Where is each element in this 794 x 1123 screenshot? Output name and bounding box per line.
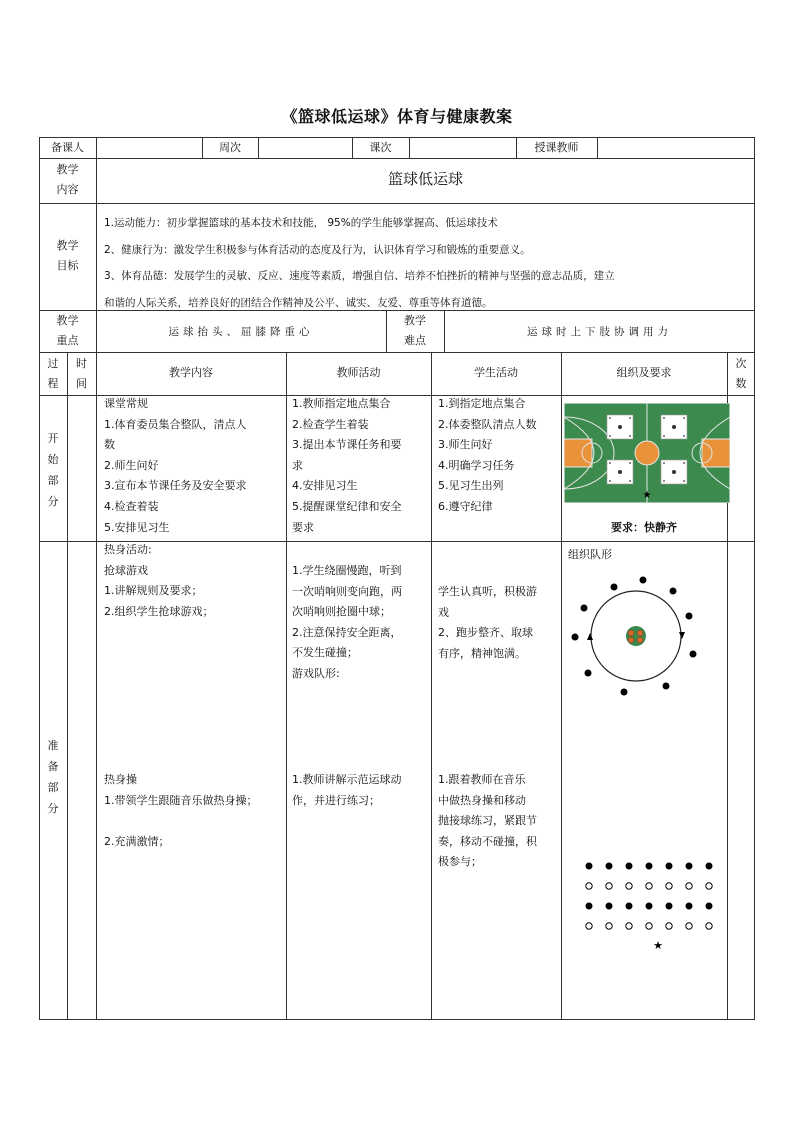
col-divider — [258, 137, 259, 158]
page-title: 《篮球低运球》体育与健康教案 — [281, 107, 513, 126]
lesson-number-label: 课次 — [369, 141, 392, 154]
prep-teacher-activity-bottom: 1.教师讲解示范运球动 作，并进行练习； — [292, 773, 402, 807]
start-requirement: 要求：快静齐 — [611, 521, 677, 534]
key-points-label: 教学 重点 — [56, 314, 79, 347]
row-divider — [39, 203, 755, 204]
start-section-label: 开 始 部 分 — [47, 432, 59, 508]
prep-content-bottom: 热身操 1.带领学生跟随音乐做热身操； 2.充满激情； — [104, 773, 258, 848]
key-points-value: 运球抬头、屈膝降重心 — [168, 326, 314, 338]
col-divider — [286, 352, 287, 1020]
basketball-court-diagram — [564, 403, 730, 503]
process-header: 过 程 — [47, 357, 59, 390]
difficulty-value: 运球时上下肢协调用力 — [527, 326, 672, 338]
prep-student-activity-top: 学生认真听，积极游 戏 2、跑步整齐、取球 有序，精神饱满。 — [438, 585, 537, 660]
week-label: 周次 — [219, 141, 241, 154]
row-divider — [39, 158, 755, 159]
svg-text:★: ★ — [642, 490, 652, 501]
grid-formation-diagram — [580, 858, 720, 953]
content-value: 篮球低运球 — [387, 170, 463, 188]
start-student-activity: 1.到指定地点集合 2.体委整队清点人数 3.师生问好 4.明确学习任务 5.见习生出列 6.遵守纪律 — [438, 397, 537, 513]
prep-content-top: 热身活动: 抢球游戏 1.讲解规则及要求； 2.组织学生抢球游戏； — [104, 543, 214, 618]
content-header: 教学内容 — [169, 366, 213, 379]
student-activity-header: 学生活动 — [474, 366, 518, 379]
count-header: 次 数 — [735, 357, 747, 390]
time-header: 时 间 — [76, 357, 87, 390]
col-divider — [67, 352, 68, 1020]
col-divider — [431, 352, 432, 1020]
start-content: 课堂常规 1.体育委员集合整队，清点人 数 2.师生问好 3.宣布本节课任务及安全要求 4.检查着装 5.安排见习生 — [104, 397, 247, 534]
prep-teacher-activity-top: 1.学生绕圈慢跑，听到 一次哨响则变向跑，两 次哨响则抢圈中球； 2.注意保持安全距离， 不发生碰撞； 游戏队形: — [292, 564, 402, 680]
col-divider — [597, 137, 598, 158]
circle-formation-diagram — [566, 571, 706, 701]
organization-header: 组织及要求 — [616, 366, 672, 379]
content-label: 教学 内容 — [56, 163, 79, 196]
prep-student-activity-bottom: 1.跟着教师在音乐 中做热身操和移动 抛接球练习，紧跟节 奏，移动不碰撞，积 极参与； — [438, 773, 537, 869]
teacher-label: 授课教师 — [534, 141, 579, 154]
row-divider — [39, 352, 755, 353]
difficulty-label: 教学 难点 — [404, 314, 426, 347]
svg-text:★: ★ — [653, 939, 663, 952]
col-divider — [561, 352, 562, 1020]
teacher-activity-header: 教师活动 — [336, 366, 381, 379]
preparer-label: 备课人 — [51, 141, 84, 154]
formation-title: 组织队形 — [568, 548, 612, 561]
prep-section-label: 准 备 部 分 — [47, 739, 59, 815]
col-divider — [96, 352, 97, 1020]
col-divider — [409, 137, 410, 158]
goals-label: 教学 目标 — [56, 239, 79, 272]
goals-text: 1.运动能力：初步掌握篮球的基本技术和技能， 95%的学生能够掌握高、低运球技术 2、健康行为：激发学生积极参与体育活动的态度及行为，认识体育学习和锻炼的重要意义。 3、体育品德：发展学生的灵敏、反应、速度等素质，增强自信、培养不怕挫折的精神与坚强的意志品质，建立 和谐的人际关系，培养良好的团结合作精神及公平、诚实、友爱、尊重等体育道德。 — [104, 217, 615, 309]
col-divider — [96, 137, 97, 158]
start-teacher-activity: 1.教师指定地点集合 2.检查学生着装 3.提出本节课任务和要 求 4.安排见习生 5.提醒课堂纪律和安全 要求 — [292, 397, 402, 534]
